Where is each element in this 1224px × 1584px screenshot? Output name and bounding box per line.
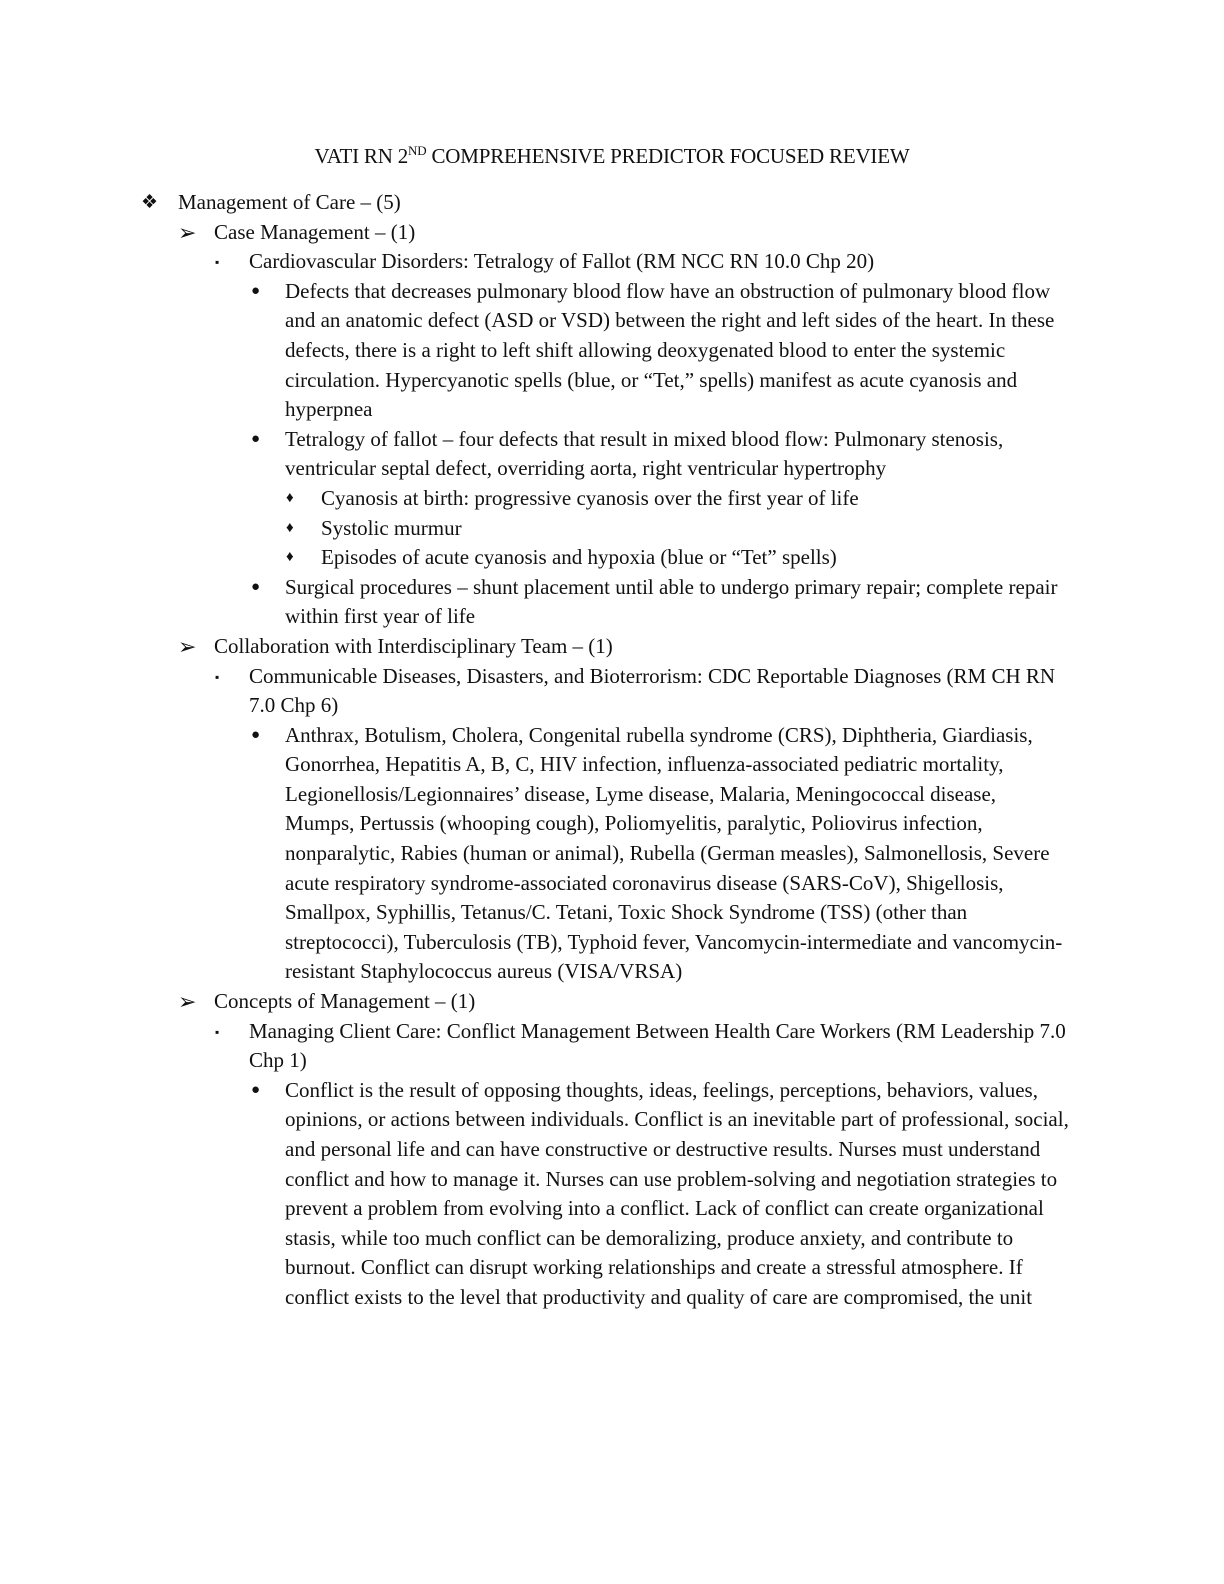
outline-level1-item: [141, 188, 1078, 218]
outline-level4-item: [251, 1076, 1070, 1313]
outline-level5-item: [286, 484, 1071, 514]
diamond-bullet-icon: ♦: [286, 549, 294, 566]
square-bullet-icon: ▪: [215, 1024, 220, 1039]
outline: [0, 188, 1224, 1313]
bullet-text: Surgical procedures – shunt placement until able to undergo primary repair; complete repair within first year of life: [285, 574, 1058, 629]
page-title: [0, 142, 1224, 172]
topic-text: Managing Client Care: Conflict Management Between Health Care Workers (RM Leadership 7.0 Chp 1): [249, 1018, 1066, 1073]
round-bullet-icon: ●: [251, 282, 261, 299]
outline-level3-item: [215, 1017, 1074, 1076]
square-bullet-icon: ▪: [215, 255, 220, 270]
bullet-text: Defects that decreases pulmonary blood flow have an obstruction of pulmonary blood flow and an anatomic defect (ASD or VSD) between the right and left sides of the heart. In these defects, there is a right to left shift allowing deoxygenated blood to enter the systemic circulation. Hypercyanotic spells (blue, or “Tet,” spells) manifest as acute cyanosis and hyperpnea: [285, 278, 1055, 422]
round-bullet-icon: ●: [251, 1081, 261, 1098]
topic-text: Cardiovascular Disorders: Tetralogy of Fallot (RM NCC RN 10.0 Chp 20): [249, 249, 875, 274]
outline-level3-item: [215, 247, 1074, 277]
round-bullet-icon: ●: [251, 726, 261, 743]
outline-level5-item: [286, 514, 1071, 544]
title-suffix: COMPREHENSIVE PREDICTOR FOCUSED REVIEW: [426, 144, 910, 168]
section-heading: Management of Care – (5): [178, 190, 401, 214]
outline-level2-item: [178, 218, 1074, 248]
arrowhead-bullet-icon: ➢: [178, 989, 197, 1015]
topic-text: Communicable Diseases, Disasters, and Bioterrorism: CDC Reportable Diagnoses (RM CH RN 7.0 Chp 6): [249, 663, 1056, 718]
title-prefix: VATI RN 2: [314, 144, 409, 168]
outline-level4-item: [251, 277, 1070, 425]
subsection-heading: Collaboration with Interdisciplinary Team – (1): [214, 633, 613, 658]
bullet-text: Conflict is the result of opposing thoughts, ideas, feelings, perceptions, behaviors, values, opinions, or actions between individuals. Conflict is an inevitable part of professional, social, and personal life and can have constructive or destructive results. Nurses must understand conflict and how to manage it. Nurses can use problem-solving and negotiation strategies to prevent a problem from evolving into a conflict. Lack of conflict can create organizational stasis, while too much conflict can be demoralizing, produce anxiety, and contribute to burnout. Conflict can disrupt working relationships and create a stressful atmosphere. If conflict exists to the level that productivity and quality of care are compromised, the unit: [285, 1077, 1069, 1309]
diamond-bullet-icon: ♦: [286, 489, 294, 506]
outline-level4-item: [251, 721, 1070, 987]
sub-bullet-text: Systolic murmur: [321, 515, 462, 540]
subsection-heading: Concepts of Management – (1): [214, 989, 476, 1014]
bullet-text: Tetralogy of fallot – four defects that result in mixed blood flow: Pulmonary stenosis, ventricular septal defect, overriding aorta, right ventricular hypertrophy: [285, 426, 1004, 481]
bullet-text: Anthrax, Botulism, Cholera, Congenital rubella syndrome (CRS), Diphtheria, Giardiasis, Gonorrhea, Hepatitis A, B, C, HIV infection, influenza-associated pediatric mortality, Legionellosis/Legionnaires’ disease, Lyme disease, Malaria, Meningococcal disease, Mumps, Pertussis (whooping cough), Poliomyelitis, paralytic, Poliovirus infection, nonparalytic, Rabies (human or animal), Rubella (German measles), Salmonellosis, Severe acute respiratory syndrome-associated coronavirus disease (SARS-CoV), Shigellosis, Smallpox, Syphillis, Tetanus/C. Tetani, Toxic Shock Syndrome (TSS) (other than streptococci), Tuberculosis (TB), Typhoid fever, Vancomycin-intermediate and vancomycin-resistant Staphylococcus aureus (VISA/VRSA): [285, 722, 1063, 984]
diamond-bullet-icon: ♦: [286, 519, 294, 536]
outline-level2-item: [178, 987, 1074, 1017]
arrowhead-bullet-icon: ➢: [178, 219, 197, 245]
outline-level4-item: [251, 573, 1070, 632]
outline-level3-item: [215, 662, 1074, 721]
outline-level2-item: [178, 632, 1074, 662]
outline-level5-item: [286, 543, 1071, 573]
round-bullet-icon: ●: [251, 430, 261, 447]
round-bullet-icon: ●: [251, 578, 261, 595]
arrowhead-bullet-icon: ➢: [178, 633, 197, 659]
diamond-star-bullet-icon: ❖: [141, 192, 159, 213]
square-bullet-icon: ▪: [215, 669, 220, 684]
sub-bullet-text: Episodes of acute cyanosis and hypoxia (blue or “Tet” spells): [321, 545, 837, 570]
title-superscript: ND: [408, 143, 427, 158]
outline-level4-item: [251, 425, 1070, 484]
subsection-heading: Case Management – (1): [214, 219, 416, 244]
sub-bullet-text: Cyanosis at birth: progressive cyanosis over the first year of life: [321, 485, 859, 510]
